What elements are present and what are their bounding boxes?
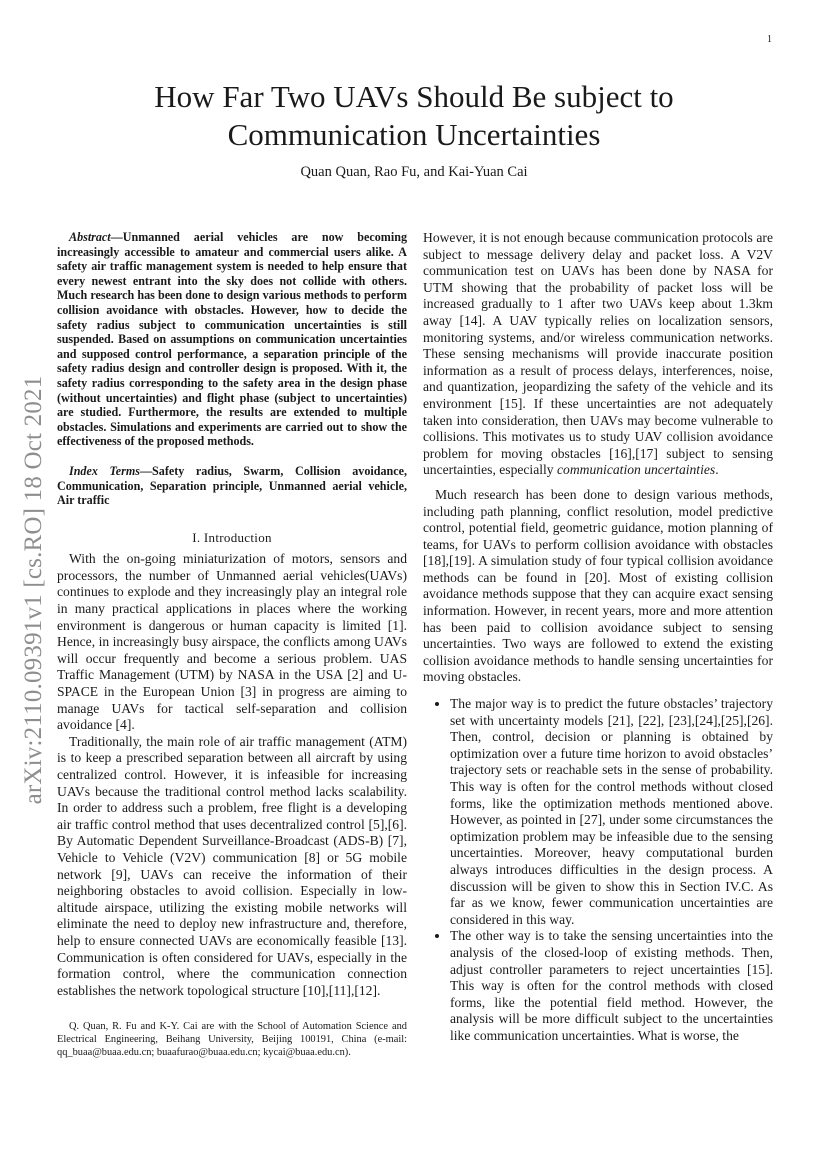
index-terms [57, 464, 407, 508]
arxiv-identifier [14, 340, 54, 840]
right-paragraph-1 [423, 230, 773, 479]
bullet-item-1: • The major way is to predict the future obstacles’ trajectory set with uncertainty models [21], [22], [23],[24],[25],[26]. Then, control, decision or planning is obtained by optimization over a future time horizon to avoid obstacles’ trajectory sets or reachable sets in the sense of probability. This way is often for the control methods without closed forms, like the optimization methods mentioned above. However, as pointed in [27], under some circumstances the optimization problem may be infeasible due to the sensing uncertainties. Moreover, heavy computational burden always introduces difficulties in the design process. A discussion will be given to show this in Section IV.C. As far as we know, fewer communication uncertainties are considered in this way. [450, 696, 773, 928]
title-line-2: Communication Uncertainties [227, 117, 601, 152]
right-column [423, 230, 773, 1045]
page-number: 1 [767, 34, 772, 45]
intro-paragraph-1: With the on-going miniaturization of motors, sensors and processors, the number of Unmanned aerial vehicles(UAVs) continues to explode and they increasingly play an integral role in many practical applications in places where the working environment is dangerous or human capacity is limited [1]. Hence, in increasingly busy airspace, the conflicts among UAVs will occur frequently and become a serious problem. UAS Traffic Management (UTM) by NASA in the USA [2] and U-SPACE in the European Union [3] in progress are aiming to manage UAVs for tactical self-separation and collision avoidance [4]. [57, 551, 407, 733]
abstract [57, 230, 407, 449]
abstract-label: Abstract [69, 230, 111, 244]
index-terms-label: Index Terms [69, 463, 140, 478]
right-paragraph-1-text: However, it is not enough because communication protocols are subject to message delivery delay and packet loss. A V2V communication test on UAVs has been done by NASA for UTM showing that the probability of packet loss will be increased gradually to 1 after two UAVs keep about 1.3km away [14]. A UAV typically relies on localization sensors, monitoring systems, and/or wireless communication networks. These sensing mechanisms will provide inaccurate position information as a result of process delays, interferences, noise, and quantization, jeopardizing the safety of the vehicle and its environment [15]. If these uncertainties are not adequately taken into consideration, then UAVs may become vulnerable to collisions. This motivates us to study UAV collision avoidance problem for moving obstacles [16],[17] subject to sensing uncertainties, especially [423, 230, 773, 478]
intro-paragraph-2: Traditionally, the main role of air traffic management (ATM) is to keep a prescribed separation between all aircraft by using centralized control. However, it is infeasible for increasing UAVs because the traditional control method lacks scalability. In order to address such a problem, free flight is a developing air traffic control method that uses decentralized control [5],[6]. By Automatic Dependent Surveillance-Broadcast (ADS-B) [7], Vehicle to Vehicle (V2V) communication [8] or 5G mobile network [9], UAVs can receive the information of their neighboring obstacles to avoid collision. Especially in low-altitude airspace, utilizing the existing mobile networks will eliminate the need to deploy new infrastructure and, therefore, help to ensure connected UAVs are economically feasible [13]. Communication is often considered for UAVs, especially in the formation control, where the communication connection establishes the network topological structure [10],[11],[12]. [57, 733, 407, 998]
author-affiliation-footnote: Q. Quan, R. Fu and K-Y. Cai are with the School of Automation Science and Electrical Engineering, Beihang University, Beijing 100191, China (e-mail: qq_buaa@buaa.edu.cn; buaafurao@buaa.edu.cn; kycai@buaa.edu.cn). [57, 1021, 407, 1058]
title-line-1: How Far Two UAVs Should Be subject to [154, 79, 674, 114]
left-column [57, 230, 407, 1060]
right-paragraph-2: Much research has been done to design various methods, including path planning, conflict resolution, model predictive control, potential field, geometric guidance, motion planning of teams, for UAVs to perform collision avoidance with obstacles [18],[19]. A simulation study of four typical collision avoidance methods can be found in [20]. Most of existing collision avoidance methods suppose that they can acquire exact sensing information. However, in recent years, more and more attention has been paid to collision avoidance subject to sensing uncertainties. Two ways are followed to extend the existing collision avoidance methods to handle sensing uncertainties for moving obstacles. [423, 486, 773, 685]
abstract-text: —Unmanned aerial vehicles are now becoming increasingly accessible to amateur and commercial users alike. A safety air traffic management system is needed to help ensure that every newest entrant into the sky does not collide with others. Much research has been done to design various methods to perform collision avoidance with obstacles. However, how to decide the safety radius subject to communication uncertainties is still suspended. Based on assumptions on communication uncertainties and supposed control performance, a separation principle of the safety radius design and controller design is proposed. With it, the safety radius corresponding to the safety area in the design phase (without uncertainties) and flight phase (subject to uncertainties) are studied. Furthermore, the results are extended to multiple obstacles. Simulations and experiments are carried out to show the effectiveness of the proposed methods. [57, 230, 407, 449]
section-heading-introduction: I. Introduction [192, 529, 272, 545]
paper-title [0, 78, 828, 154]
author-list: Quan Quan, Rao Fu, and Kai-Yuan Cai [300, 164, 528, 180]
index-terms-text: —Safety radius, Swarm, Collision avoidance, Communication, Separation principle, Unmanned aerial vehicle, Air traffic [57, 463, 407, 508]
method-bullet-list [423, 696, 773, 1044]
right-paragraph-1-emphasis: communication uncertainties [557, 462, 716, 478]
bullet-item-2: • The other way is to take the sensing uncertainties into the analysis of the closed-loop of existing methods. Then, adjust controller parameters to reject uncertainties [15]. This way is often for the control methods with closed forms, like the potential field method. However, the analysis will be more difficult subject to the uncertainties like communication uncertainties. What is worse, the [450, 928, 773, 1044]
right-paragraph-1-end: . [715, 462, 719, 478]
arxiv-identifier-text: arXiv:2110.09391v1 [cs.RO] 18 Oct 2021 [20, 375, 47, 805]
